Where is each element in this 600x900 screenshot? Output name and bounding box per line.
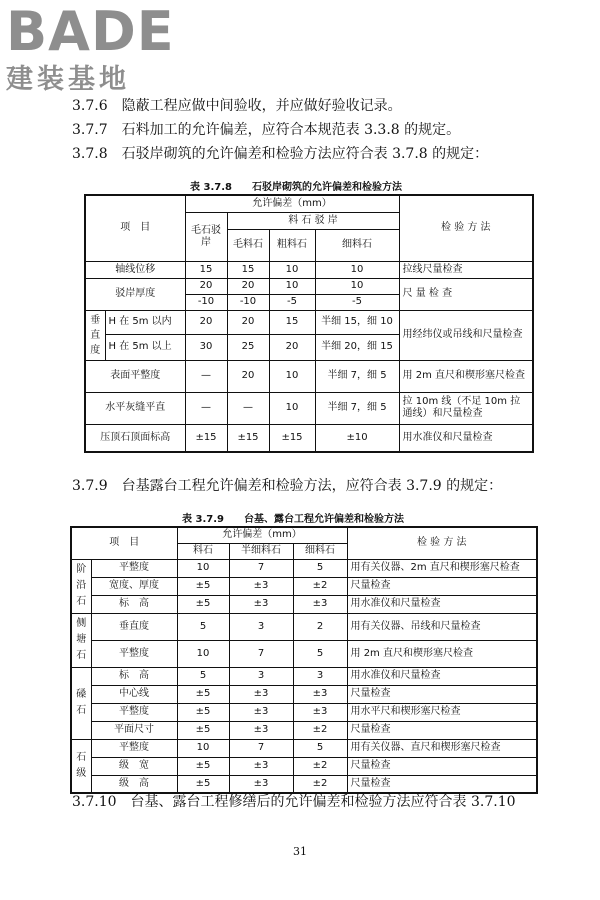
header-stone-bank: 料 石 驳 岸 bbox=[227, 212, 399, 229]
table-row: 驳岸厚度 20 20 10 10 尺 量 检 查 bbox=[85, 278, 533, 294]
table-row: 中心线 ±5 ±3 ±3 尺量检查 bbox=[71, 685, 537, 703]
table-row: 平整度 ±5 ±3 ±3 用水平尺和楔形塞尺检查 bbox=[71, 703, 537, 721]
header-allowance: 允许偏差（mm） bbox=[185, 195, 399, 212]
table-row: 轴线位移 15 15 10 10 拉线尺量检查 bbox=[85, 261, 533, 278]
logo bbox=[6, 0, 176, 96]
header-fine: 细料石 bbox=[315, 229, 399, 261]
table-row: 侧塘石 垂直度 5 3 2 用有关仪器、吊线和尺量检查 bbox=[71, 613, 537, 640]
header-c1: 料石 bbox=[177, 543, 229, 559]
clause-number: 3.7.10 bbox=[72, 794, 117, 810]
table-row: 级 宽 ±5 ±3 ±2 尺量检查 bbox=[71, 757, 537, 775]
group-label: 侧塘石 bbox=[71, 613, 91, 667]
logo-brand: BADE bbox=[6, 0, 175, 63]
table-row: 平整度 10 7 5 用 2m 直尺和楔形塞尺检查 bbox=[71, 640, 537, 667]
clause-number: 3.7.8 bbox=[72, 146, 108, 162]
table-row: 平面尺寸 ±5 ±3 ±2 尺量检查 bbox=[71, 721, 537, 739]
clause-text: 隐蔽工程应做中间验收，并应做好验收记录。 bbox=[121, 98, 402, 114]
header-method: 检 验 方 法 bbox=[399, 195, 533, 261]
table-row: 石级 平整度 10 7 5 用有关仪器、直尺和楔形塞尺检查 bbox=[71, 739, 537, 757]
table-row: 水平灰缝平直 — — 10 半细 7，细 5 拉 10m 线（不足 10m 拉通线）和尺量检查 bbox=[85, 392, 533, 424]
vertical-group-label: 垂直度 bbox=[85, 310, 105, 360]
clause-number: 3.7.9 bbox=[72, 478, 108, 494]
table-row: -10 -10 -5 -5 bbox=[85, 294, 533, 310]
table-3-7-9-caption: 表 3.7.9 台基、露台工程允许偏差和检验方法 bbox=[182, 514, 404, 525]
table-row: 标 高 ±5 ±3 ±3 用水准仪和尺量检查 bbox=[71, 595, 537, 613]
logo-subtitle: 建装基地 bbox=[6, 64, 130, 95]
paragraph-3-7-10 bbox=[72, 792, 516, 812]
header-method: 检 验 方 法 bbox=[347, 527, 537, 559]
header-rubble-stone: 毛料石 bbox=[227, 229, 269, 261]
clause-number: 3.7.6 bbox=[72, 98, 108, 114]
table-row: H 在 5m 以上 30 25 20 半细 20，细 15 bbox=[85, 334, 533, 360]
header-item: 项 目 bbox=[85, 195, 185, 261]
clause-number: 3.7.7 bbox=[72, 122, 108, 138]
table-3-7-8 bbox=[84, 194, 534, 453]
table-row: 垂直度 H 在 5m 以内 20 20 15 半细 15，细 10 用经纬仪或吊线和尺量检查 bbox=[85, 310, 533, 334]
header-coarse: 粗料石 bbox=[269, 229, 315, 261]
paragraph-3-7-6 bbox=[72, 96, 402, 116]
table-row: 级 高 ±5 ±3 ±2 尺量检查 bbox=[71, 775, 537, 793]
group-label: 石级 bbox=[71, 739, 91, 793]
table-row: 磉石 标 高 5 3 3 用水准仪和尺量检查 bbox=[71, 667, 537, 685]
table-row: 压顶石顶面标高 ±15 ±15 ±15 ±10 用水准仪和尺量检查 bbox=[85, 424, 533, 452]
group-label: 磉石 bbox=[71, 667, 91, 739]
paragraph-3-7-9 bbox=[72, 476, 502, 496]
paragraph-3-7-8 bbox=[72, 144, 488, 164]
table-3-7-8-caption: 表 3.7.8 石驳岸砌筑的允许偏差和检验方法 bbox=[190, 182, 402, 193]
group-label: 阶沿石 bbox=[71, 559, 91, 613]
header-c3: 细料石 bbox=[293, 543, 347, 559]
clause-text: 石料加工的允许偏差，应符合本规范表 3.3.8 的规定。 bbox=[121, 122, 461, 138]
header-c2: 半细料石 bbox=[229, 543, 293, 559]
header-rubble-bank: 毛石驳岸 bbox=[185, 212, 227, 261]
table-row: 宽度、厚度 ±5 ±3 ±2 尺量检查 bbox=[71, 577, 537, 595]
table-row: 表面平整度 — 20 10 半细 7，细 5 用 2m 直尺和楔形塞尺检查 bbox=[85, 360, 533, 392]
clause-text: 石驳岸砌筑的允许偏差和检验方法应符合表 3.7.8 的规定： bbox=[121, 146, 489, 162]
clause-text: 台基、露台工程修缮后的允许偏差和检验方法应符合表 3.7.10 bbox=[130, 794, 516, 810]
page-number: 31 bbox=[293, 845, 307, 858]
header-allowance: 允许偏差（mm） bbox=[177, 527, 347, 543]
header-item: 项 目 bbox=[71, 527, 177, 559]
clause-text: 台基露台工程允许偏差和检验方法，应符合表 3.7.9 的规定： bbox=[121, 478, 503, 494]
paragraph-3-7-7 bbox=[72, 120, 460, 140]
table-3-7-9 bbox=[70, 526, 538, 794]
table-row: 阶沿石 平整度 10 7 5 用有关仪器、2m 直尺和楔形塞尺检查 bbox=[71, 559, 537, 577]
